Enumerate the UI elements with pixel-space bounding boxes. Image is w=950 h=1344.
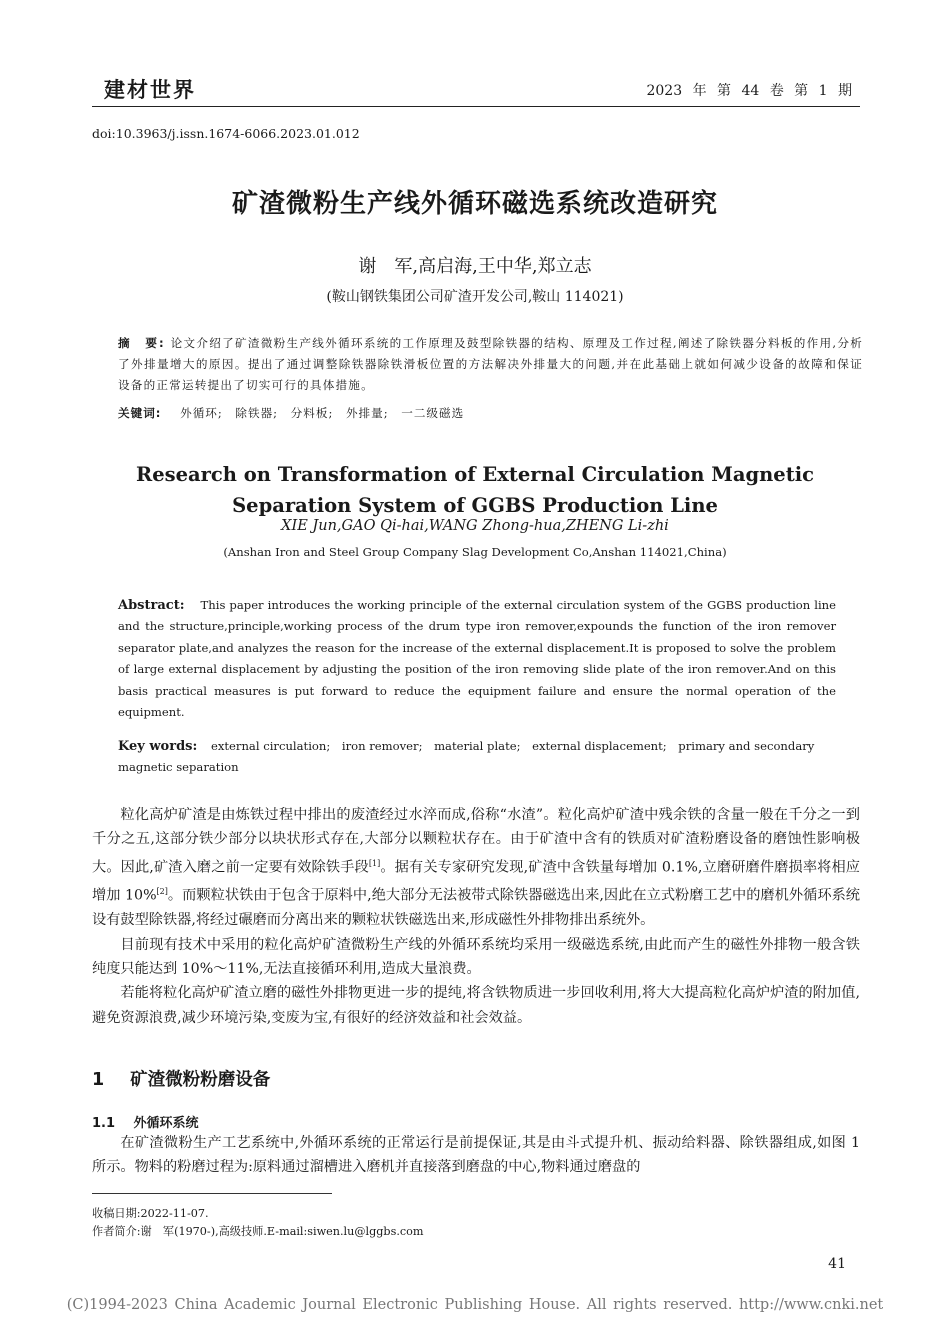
paragraph: 在矿渣微粉生产工艺系统中,外循环系统的正常运行是前提保证,其是由斗式提升机、振动给料器、除铁器组成,如图 1 所示。物料的粉磨过程为:原料通过溜槽进入磨机并直接落到磨盘的中心,物料通过磨盘的 xyxy=(92,1135,860,1176)
issue-info: 2023 年 第 44 卷 第 1 期 xyxy=(646,83,852,99)
paragraph-text: 。据有关专家研究发现,矿渣中含铁量每增加 0.1%,立磨研磨件磨损率将相应增加 10% xyxy=(92,859,860,904)
abstract-cn-text: 论文介绍了矿渣微粉生产线外循环系统的工作原理及鼓型除铁器的结构、原理及工作过程,阐述了除铁器分料板的作用,分析了外排量增大的原因。提出了通过调整除铁器除铁滑板位置的方法解决外排量大的问题,并在此基础上就如何减少设备的故障和保证设备的正常运转提出了切实可行的具体措施。 xyxy=(118,336,864,392)
paper-title-cn: 矿渣微粉生产线外循环磁选系统改造研究 xyxy=(231,189,718,219)
footnote-received: 收稿日期:2022-11-07. xyxy=(92,1207,209,1220)
keywords-cn-label: 关键词: xyxy=(118,406,162,420)
paragraph xyxy=(92,803,860,933)
body-text xyxy=(92,803,860,1030)
affiliation-en: (Anshan Iron and Steel Group Company Slag Development Co,Anshan 114021,China) xyxy=(223,545,727,559)
authors-cn: 谢 军,高启海,王中华,郑立志 xyxy=(358,256,592,277)
title-en-line1: Research on Transformation of External Circulation Magnetic xyxy=(136,463,814,486)
header-rule xyxy=(92,106,860,107)
keywords-en xyxy=(118,736,836,779)
keywords-en-label: Key words: xyxy=(118,739,198,754)
paper-title-en xyxy=(0,459,950,521)
section-heading: 1 矿渣微粉粉磨设备 xyxy=(92,1070,271,1090)
subsection-heading: 1.1 外循环系统 xyxy=(92,1116,199,1131)
keywords-cn-text: 外循环; 除铁器; 分料板; 外排量; 一二级磁选 xyxy=(180,406,465,420)
abstract-cn xyxy=(118,333,863,396)
abstract-en xyxy=(118,595,836,723)
journal-name: 建材世界 xyxy=(104,78,196,102)
paragraph-text: 粒化高炉矿渣是由炼铁过程中排出的废渣经过水淬而成,俗称“水渣”。粒化高炉矿渣中残余铁的含量一般在千分之一到千分之五,这部分铁少部分以块状形式存在,大部分以颗粒状存在。由于矿渣中含有的铁质对矿渣粉磨设备的磨蚀性影响极大。因此,矿渣入磨之前一定要有效除铁手段 xyxy=(92,807,860,876)
copyright-notice: (C)1994-2023 China Academic Journal Electronic Publishing House. All rights reserved. http://www.cnki.net xyxy=(66,1297,884,1313)
paragraph-text: 。而颗粒状铁由于包含于原料中,绝大部分无法被带式除铁器磁选出来,因此在立式粉磨工艺中的磨机外循环系统设有鼓型除铁器,将经过碾磨而分离出来的颗粒状铁磁选出来,形成磁性外排物排出系统外。 xyxy=(92,887,860,929)
abstract-en-text: This paper introduces the working principle of the external circulation system of the GGBS production line and the structure,principle,working process of the drum type iron remover,expounds the function of the iron remover separator plate,and analyzes the reason for the increase of the external displacement.It is proposed to solve the problem of large external displacement by adjusting the position of the iron removing slide plate of the iron remover.And on this basis practical measures is put forward to reduce the equipment failure and ensure the normal operation of the equipment. xyxy=(118,598,837,720)
page-number: 41 xyxy=(828,1256,846,1272)
paragraph: 目前现有技术中采用的粒化高炉矿渣微粉生产线的外循环系统均采用一级磁选系统,由此而产生的磁性外排物一般含铁纯度只能达到 10%～11%,无法直接循环利用,造成大量浪费。 xyxy=(92,936,860,977)
citation[interactable]: [1] xyxy=(368,858,381,868)
doi: doi:10.3963/j.issn.1674-6066.2023.01.012 xyxy=(92,126,360,141)
title-en-line2: Separation System of GGBS Production Line xyxy=(232,494,718,517)
affiliation-cn: (鞍山钢铁集团公司矿渣开发公司,鞍山 114021) xyxy=(326,289,624,305)
body-text-2 xyxy=(92,1131,860,1180)
footnote-author: 作者简介:谢 军(1970-),高级技师.E-mail:siwen.lu@lggbs.com xyxy=(92,1225,424,1238)
keywords-en-text: external circulation; iron remover; material plate; external displacement; primary and secondary magnetic separation xyxy=(118,739,815,775)
abstract-cn-label: 摘 要: xyxy=(118,336,166,350)
abstract-en-label: Abstract: xyxy=(118,598,185,613)
authors-en: XIE Jun,GAO Qi-hai,WANG Zhong-hua,ZHENG Li-zhi xyxy=(281,518,669,534)
paragraph: 若能将粒化高炉矿渣立磨的磁性外排物更进一步的提纯,将含铁物质进一步回收利用,将大大提高粒化高炉炉渣的附加值,避免资源浪费,减少环境污染,变废为宝,有很好的经济效益和社会效益。 xyxy=(92,985,860,1026)
keywords-cn xyxy=(118,405,464,421)
citation[interactable]: [2] xyxy=(156,886,168,896)
footnote-rule xyxy=(92,1193,332,1194)
